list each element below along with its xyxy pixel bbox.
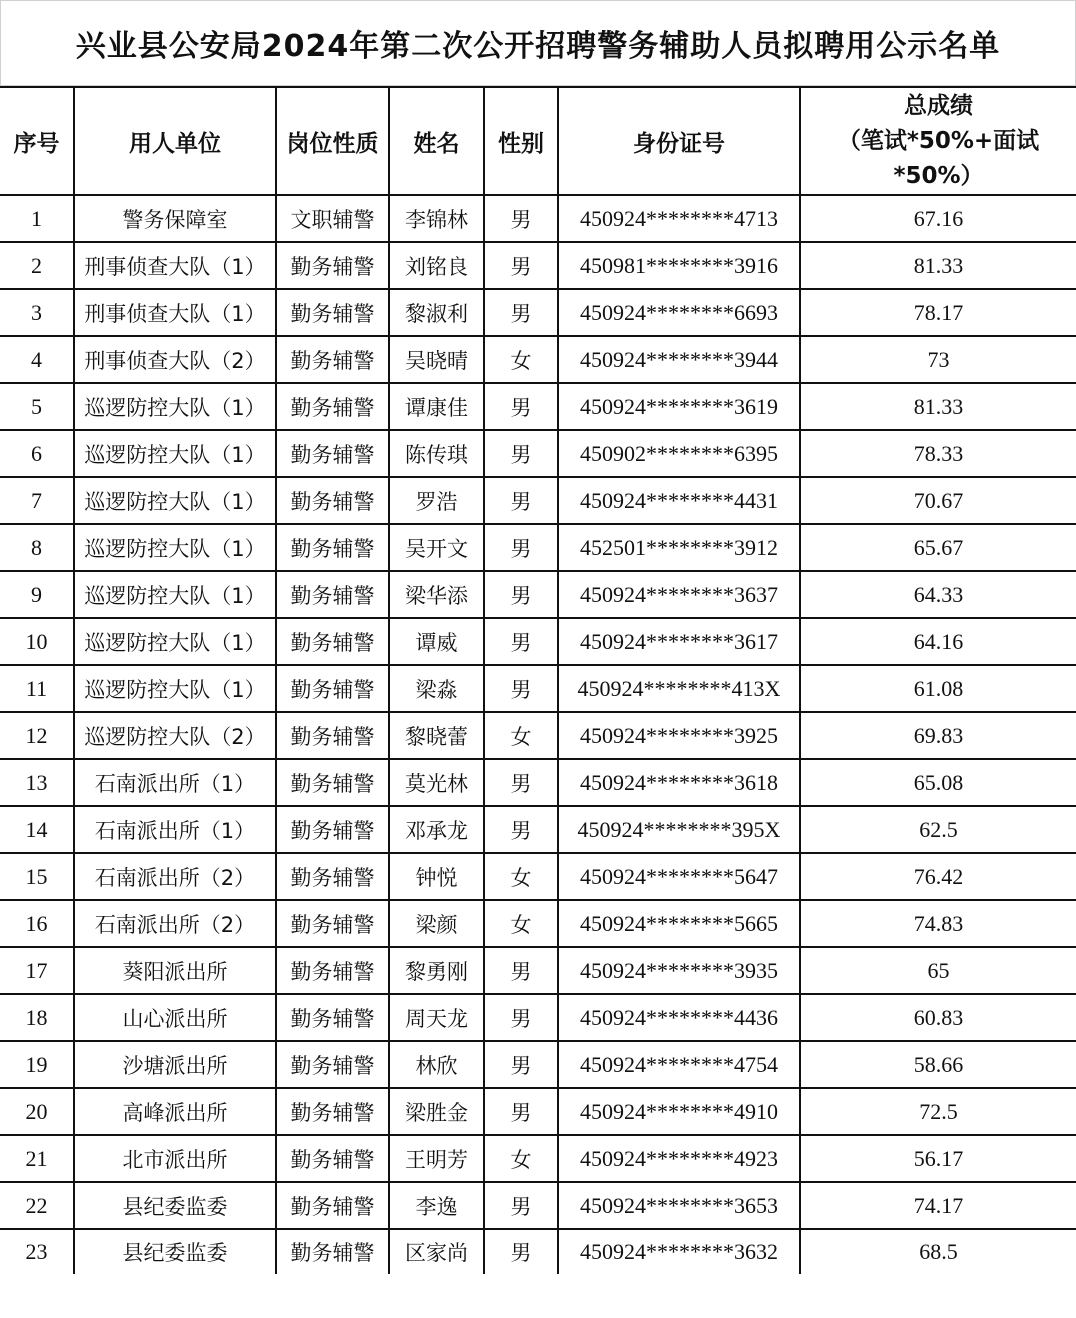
cell-score: 64.33 xyxy=(800,571,1076,618)
cell-seq: 13 xyxy=(0,759,74,806)
cell-seq: 20 xyxy=(0,1088,74,1135)
cell-unit: 北市派出所 xyxy=(74,1135,276,1182)
cell-seq: 10 xyxy=(0,618,74,665)
cell-post: 勤务辅警 xyxy=(276,242,389,289)
cell-name: 黎勇刚 xyxy=(389,947,484,994)
cell-unit: 县纪委监委 xyxy=(74,1182,276,1229)
cell-name: 刘铭良 xyxy=(389,242,484,289)
cell-id-number: 450924********6693 xyxy=(558,289,800,336)
cell-post: 勤务辅警 xyxy=(276,1182,389,1229)
cell-seq: 9 xyxy=(0,571,74,618)
cell-id-number: 450924********413X xyxy=(558,665,800,712)
cell-seq: 23 xyxy=(0,1229,74,1274)
cell-name: 黎淑利 xyxy=(389,289,484,336)
cell-gender: 男 xyxy=(484,759,558,806)
cell-post: 勤务辅警 xyxy=(276,1041,389,1088)
cell-gender: 女 xyxy=(484,336,558,383)
cell-id-number: 450924********3617 xyxy=(558,618,800,665)
cell-name: 梁淼 xyxy=(389,665,484,712)
cell-score: 73 xyxy=(800,336,1076,383)
cell-score: 78.17 xyxy=(800,289,1076,336)
cell-id-number: 450902********6395 xyxy=(558,430,800,477)
cell-id-number: 450924********395X xyxy=(558,806,800,853)
cell-unit: 巡逻防控大队（1） xyxy=(74,383,276,430)
cell-gender: 男 xyxy=(484,383,558,430)
cell-gender: 男 xyxy=(484,1088,558,1135)
header-score-line1: 总成绩 xyxy=(904,92,973,119)
cell-id-number: 450981********3916 xyxy=(558,242,800,289)
table-row xyxy=(0,242,1076,289)
cell-unit: 巡逻防控大队（2） xyxy=(74,712,276,759)
cell-id-number: 450924********4910 xyxy=(558,1088,800,1135)
cell-id-number: 450924********3653 xyxy=(558,1182,800,1229)
cell-name: 谭康佳 xyxy=(389,383,484,430)
cell-name: 梁颜 xyxy=(389,900,484,947)
cell-seq: 18 xyxy=(0,994,74,1041)
cell-seq: 4 xyxy=(0,336,74,383)
cell-post: 勤务辅警 xyxy=(276,806,389,853)
cell-post: 勤务辅警 xyxy=(276,712,389,759)
cell-unit: 警务保障室 xyxy=(74,195,276,242)
cell-seq: 6 xyxy=(0,430,74,477)
cell-post: 勤务辅警 xyxy=(276,759,389,806)
cell-seq: 19 xyxy=(0,1041,74,1088)
table-row xyxy=(0,1088,1076,1135)
cell-id-number: 452501********3912 xyxy=(558,524,800,571)
table-row xyxy=(0,759,1076,806)
document-title: 兴业县公安局2024年第二次公开招聘警务辅助人员拟聘用公示名单 xyxy=(0,0,1076,86)
table-row xyxy=(0,336,1076,383)
cell-post: 勤务辅警 xyxy=(276,900,389,947)
cell-score: 65.08 xyxy=(800,759,1076,806)
cell-unit: 刑事侦查大队（2） xyxy=(74,336,276,383)
cell-score: 62.5 xyxy=(800,806,1076,853)
cell-post: 勤务辅警 xyxy=(276,336,389,383)
cell-score: 65 xyxy=(800,947,1076,994)
table-row xyxy=(0,712,1076,759)
header-score xyxy=(800,87,1076,195)
cell-score: 69.83 xyxy=(800,712,1076,759)
cell-post: 勤务辅警 xyxy=(276,853,389,900)
cell-seq: 16 xyxy=(0,900,74,947)
cell-name: 周天龙 xyxy=(389,994,484,1041)
cell-unit: 石南派出所（1） xyxy=(74,759,276,806)
cell-post: 勤务辅警 xyxy=(276,1229,389,1274)
cell-gender: 女 xyxy=(484,853,558,900)
table-row xyxy=(0,524,1076,571)
table-header-row xyxy=(0,87,1076,195)
cell-name: 梁华添 xyxy=(389,571,484,618)
cell-name: 陈传琪 xyxy=(389,430,484,477)
table-row xyxy=(0,1182,1076,1229)
cell-id-number: 450924********4923 xyxy=(558,1135,800,1182)
cell-unit: 县纪委监委 xyxy=(74,1229,276,1274)
cell-id-number: 450924********3925 xyxy=(558,712,800,759)
header-seq: 序号 xyxy=(0,87,74,195)
cell-id-number: 450924********3944 xyxy=(558,336,800,383)
cell-score: 67.16 xyxy=(800,195,1076,242)
cell-unit: 石南派出所（2） xyxy=(74,853,276,900)
cell-name: 林欣 xyxy=(389,1041,484,1088)
cell-id-number: 450924********3632 xyxy=(558,1229,800,1274)
cell-unit: 石南派出所（1） xyxy=(74,806,276,853)
cell-gender: 男 xyxy=(484,947,558,994)
cell-name: 吴晓晴 xyxy=(389,336,484,383)
cell-seq: 21 xyxy=(0,1135,74,1182)
table-row xyxy=(0,1229,1076,1274)
cell-unit: 巡逻防控大队（1） xyxy=(74,477,276,524)
cell-name: 李逸 xyxy=(389,1182,484,1229)
header-id: 身份证号 xyxy=(558,87,800,195)
cell-gender: 男 xyxy=(484,195,558,242)
cell-score: 76.42 xyxy=(800,853,1076,900)
table-row xyxy=(0,665,1076,712)
cell-seq: 5 xyxy=(0,383,74,430)
cell-unit: 高峰派出所 xyxy=(74,1088,276,1135)
cell-id-number: 450924********5665 xyxy=(558,900,800,947)
cell-seq: 2 xyxy=(0,242,74,289)
cell-post: 勤务辅警 xyxy=(276,1088,389,1135)
cell-score: 68.5 xyxy=(800,1229,1076,1274)
cell-seq: 11 xyxy=(0,665,74,712)
cell-gender: 男 xyxy=(484,618,558,665)
cell-unit: 巡逻防控大队（1） xyxy=(74,665,276,712)
cell-name: 谭威 xyxy=(389,618,484,665)
cell-post: 勤务辅警 xyxy=(276,524,389,571)
cell-gender: 男 xyxy=(484,242,558,289)
cell-seq: 7 xyxy=(0,477,74,524)
cell-seq: 15 xyxy=(0,853,74,900)
table-row xyxy=(0,1041,1076,1088)
cell-gender: 男 xyxy=(484,994,558,1041)
cell-post: 勤务辅警 xyxy=(276,947,389,994)
table-row xyxy=(0,430,1076,477)
cell-post: 勤务辅警 xyxy=(276,430,389,477)
cell-seq: 3 xyxy=(0,289,74,336)
cell-name: 邓承龙 xyxy=(389,806,484,853)
cell-id-number: 450924********3935 xyxy=(558,947,800,994)
cell-score: 78.33 xyxy=(800,430,1076,477)
table-row xyxy=(0,806,1076,853)
cell-unit: 葵阳派出所 xyxy=(74,947,276,994)
cell-name: 罗浩 xyxy=(389,477,484,524)
cell-name: 莫光林 xyxy=(389,759,484,806)
cell-name: 吴开文 xyxy=(389,524,484,571)
cell-score: 74.17 xyxy=(800,1182,1076,1229)
cell-post: 勤务辅警 xyxy=(276,618,389,665)
table-row xyxy=(0,947,1076,994)
cell-name: 钟悦 xyxy=(389,853,484,900)
cell-unit: 石南派出所（2） xyxy=(74,900,276,947)
cell-name: 梁胜金 xyxy=(389,1088,484,1135)
cell-seq: 14 xyxy=(0,806,74,853)
cell-unit: 巡逻防控大队（1） xyxy=(74,571,276,618)
cell-score: 64.16 xyxy=(800,618,1076,665)
table-row xyxy=(0,853,1076,900)
cell-gender: 男 xyxy=(484,1041,558,1088)
cell-id-number: 450924********4431 xyxy=(558,477,800,524)
cell-seq: 1 xyxy=(0,195,74,242)
cell-seq: 17 xyxy=(0,947,74,994)
cell-gender: 男 xyxy=(484,430,558,477)
cell-seq: 22 xyxy=(0,1182,74,1229)
cell-gender: 女 xyxy=(484,1135,558,1182)
cell-unit: 巡逻防控大队（1） xyxy=(74,430,276,477)
cell-name: 黎晓蕾 xyxy=(389,712,484,759)
cell-score: 60.83 xyxy=(800,994,1076,1041)
cell-id-number: 450924********3637 xyxy=(558,571,800,618)
cell-id-number: 450924********4436 xyxy=(558,994,800,1041)
table-row xyxy=(0,383,1076,430)
header-score-line3: *50%） xyxy=(893,162,984,189)
header-name: 姓名 xyxy=(389,87,484,195)
cell-score: 58.66 xyxy=(800,1041,1076,1088)
header-gender: 性别 xyxy=(484,87,558,195)
cell-gender: 男 xyxy=(484,1229,558,1274)
cell-post: 勤务辅警 xyxy=(276,665,389,712)
cell-unit: 沙塘派出所 xyxy=(74,1041,276,1088)
cell-unit: 刑事侦查大队（1） xyxy=(74,242,276,289)
table-row xyxy=(0,900,1076,947)
cell-seq: 12 xyxy=(0,712,74,759)
cell-unit: 刑事侦查大队（1） xyxy=(74,289,276,336)
cell-score: 65.67 xyxy=(800,524,1076,571)
cell-name: 区家尚 xyxy=(389,1229,484,1274)
cell-post: 勤务辅警 xyxy=(276,477,389,524)
cell-id-number: 450924********3618 xyxy=(558,759,800,806)
candidate-table xyxy=(0,86,1076,1274)
cell-score: 72.5 xyxy=(800,1088,1076,1135)
cell-unit: 山心派出所 xyxy=(74,994,276,1041)
cell-name: 王明芳 xyxy=(389,1135,484,1182)
cell-gender: 男 xyxy=(484,524,558,571)
cell-id-number: 450924********4754 xyxy=(558,1041,800,1088)
cell-gender: 女 xyxy=(484,712,558,759)
cell-score: 81.33 xyxy=(800,242,1076,289)
cell-score: 74.83 xyxy=(800,900,1076,947)
cell-gender: 男 xyxy=(484,571,558,618)
cell-name: 李锦林 xyxy=(389,195,484,242)
header-score-line2: （笔试*50%+面试 xyxy=(837,127,1040,154)
header-post: 岗位性质 xyxy=(276,87,389,195)
cell-unit: 巡逻防控大队（1） xyxy=(74,524,276,571)
cell-id-number: 450924********3619 xyxy=(558,383,800,430)
cell-score: 70.67 xyxy=(800,477,1076,524)
cell-score: 61.08 xyxy=(800,665,1076,712)
cell-gender: 男 xyxy=(484,289,558,336)
cell-post: 勤务辅警 xyxy=(276,571,389,618)
cell-id-number: 450924********5647 xyxy=(558,853,800,900)
cell-gender: 男 xyxy=(484,806,558,853)
cell-post: 文职辅警 xyxy=(276,195,389,242)
table-row xyxy=(0,1135,1076,1182)
table-row xyxy=(0,289,1076,336)
cell-seq: 8 xyxy=(0,524,74,571)
table-row xyxy=(0,195,1076,242)
cell-gender: 男 xyxy=(484,1182,558,1229)
cell-score: 81.33 xyxy=(800,383,1076,430)
cell-score: 56.17 xyxy=(800,1135,1076,1182)
cell-unit: 巡逻防控大队（1） xyxy=(74,618,276,665)
cell-post: 勤务辅警 xyxy=(276,289,389,336)
cell-post: 勤务辅警 xyxy=(276,383,389,430)
table-row xyxy=(0,571,1076,618)
cell-id-number: 450924********4713 xyxy=(558,195,800,242)
table-row xyxy=(0,994,1076,1041)
table-row xyxy=(0,477,1076,524)
cell-gender: 女 xyxy=(484,900,558,947)
cell-post: 勤务辅警 xyxy=(276,1135,389,1182)
table-row xyxy=(0,618,1076,665)
cell-post: 勤务辅警 xyxy=(276,994,389,1041)
header-unit: 用人单位 xyxy=(74,87,276,195)
cell-gender: 男 xyxy=(484,477,558,524)
cell-gender: 男 xyxy=(484,665,558,712)
